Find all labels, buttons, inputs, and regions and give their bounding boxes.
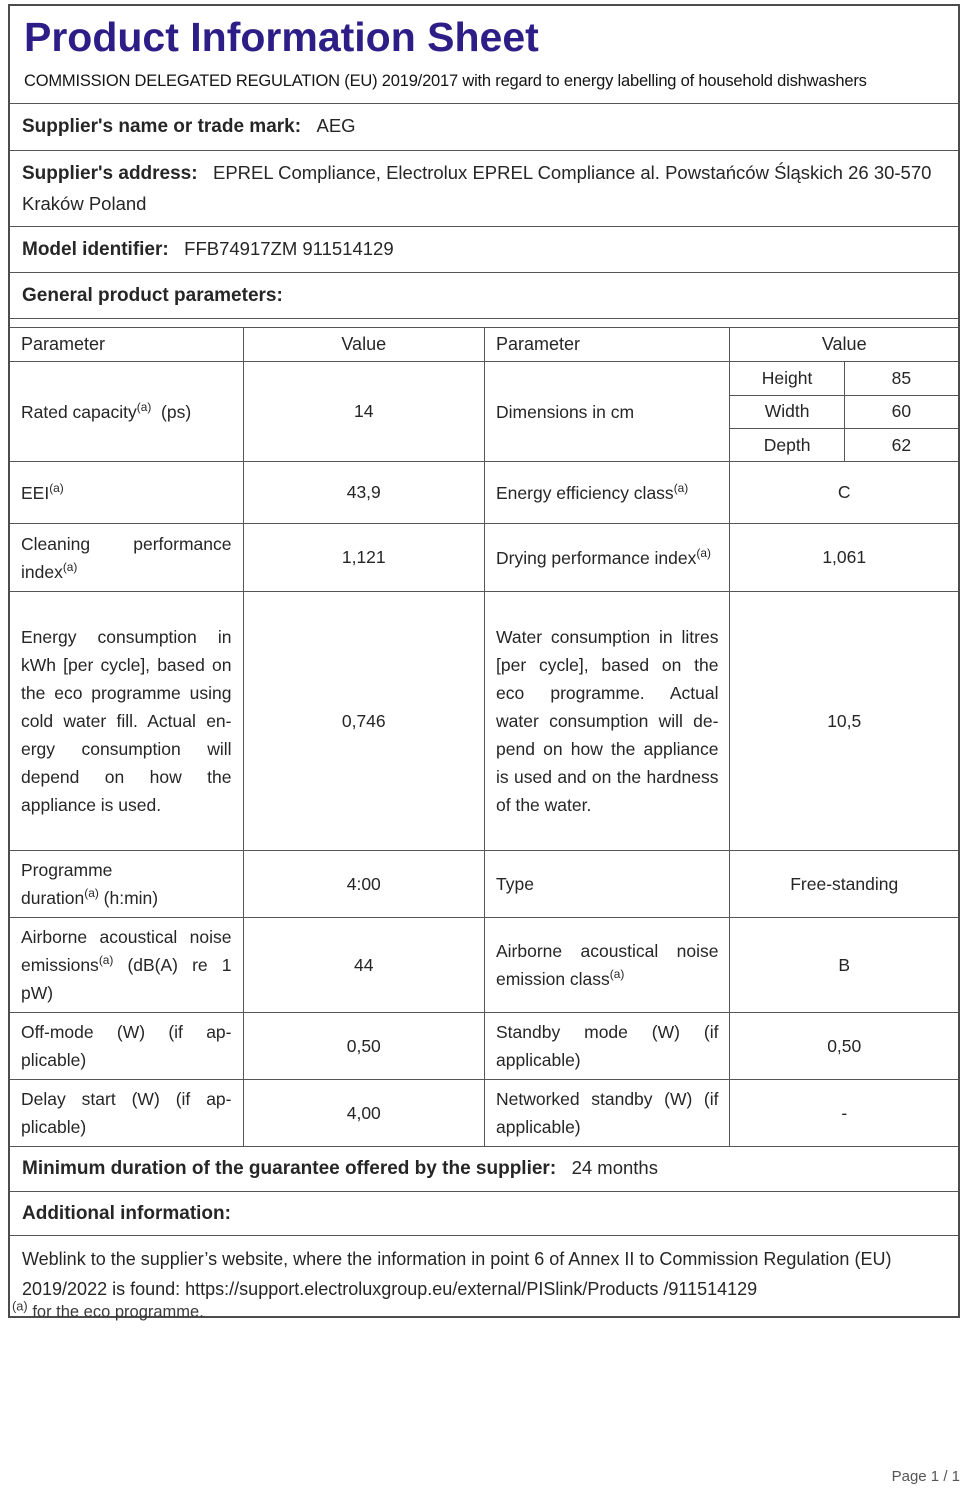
model-identifier-label: Model identifier: bbox=[22, 238, 169, 260]
header-parameter-left: Parameter bbox=[21, 334, 106, 355]
supplier-address-value: EPREL Compliance, Electrolux EPREL Compliance al. Powstańców Śląskich 26 30-570 Kraków Poland bbox=[22, 161, 932, 215]
value-cell: 43,9 bbox=[243, 462, 485, 523]
section-gap bbox=[10, 318, 958, 327]
param-cell: Airborne acoustical noise emission class$^{(a)}$ bbox=[484, 918, 729, 1012]
param-cell: Off-mode (W) (if applicable) bbox=[21, 1022, 232, 1071]
param-cell: Airborne acoustical noise emissions$^{(a)}$ (dB(A) re 1 pW) bbox=[21, 927, 232, 1004]
dimension-row-height bbox=[730, 362, 958, 394]
value-cell: 4:00 bbox=[243, 851, 485, 917]
guarantee-value: 24 months bbox=[571, 1157, 658, 1179]
header-value-right: Value bbox=[729, 328, 958, 361]
weblink-url: https://support.electroluxgroup.eu/external/PISlink/Products /911514129 bbox=[185, 1279, 758, 1300]
param-cell: Programme duration$^{(a)}$ (h:min) bbox=[21, 860, 159, 909]
param-cell: Drying performance index$^{(a)}$ bbox=[484, 524, 729, 591]
param-cell: Water consumption in litres [per cycle], based on the eco programme. Actual water consumption will depend on how the appliance is used and on the hardness of the water. bbox=[484, 592, 729, 850]
table-header-row bbox=[10, 328, 958, 361]
model-identifier-row bbox=[10, 226, 958, 272]
table-row-rated-capacity bbox=[10, 361, 958, 461]
general-parameters-heading: General product parameters: bbox=[22, 285, 283, 307]
guarantee-row bbox=[10, 1146, 958, 1190]
table-row-energy-water-consumption bbox=[10, 591, 958, 850]
table-row-eei bbox=[10, 461, 958, 523]
value-cell: Free-standing bbox=[729, 851, 958, 917]
value-cell: 10,5 bbox=[729, 592, 958, 850]
guarantee-label: Minimum duration of the guarantee offered by the supplier: bbox=[22, 1158, 557, 1180]
param-cell: Networked standby (W) (if applicable) bbox=[484, 1080, 729, 1146]
dimension-value: 85 bbox=[844, 362, 958, 394]
value-cell: 4,00 bbox=[243, 1080, 485, 1146]
param-cell: Energy consumption in kWh [per cycle], based on the eco programme using cold water fill. Actual energy consumption will depend on how the appliance is used. bbox=[21, 627, 232, 816]
dimension-row-width bbox=[730, 395, 958, 428]
general-parameters-heading-row bbox=[10, 272, 958, 318]
value-cell: B bbox=[729, 918, 958, 1012]
supplier-name-value: AEG bbox=[316, 115, 356, 137]
value-cell: 0,50 bbox=[243, 1013, 485, 1079]
param-cell: Delay start (W) (if applicable) bbox=[21, 1089, 232, 1138]
param-cell: Rated capacity$^{(a)}$ (ps) bbox=[21, 400, 192, 422]
title-block bbox=[10, 6, 958, 103]
header-value-left: Value bbox=[243, 328, 485, 361]
header-parameter-right: Parameter bbox=[484, 328, 729, 361]
page-title: Product Information Sheet bbox=[24, 14, 539, 60]
table-row-delaystart-networked bbox=[10, 1079, 958, 1146]
value-cell: 44 bbox=[243, 918, 485, 1012]
dimension-value: 60 bbox=[844, 396, 958, 428]
dimension-value: 62 bbox=[844, 429, 958, 461]
value-cell: 1,061 bbox=[729, 524, 958, 591]
page-indicator: Page 1 / 1 bbox=[891, 1468, 960, 1485]
dimension-label: Width bbox=[764, 401, 810, 422]
value-cell: 0,746 bbox=[243, 592, 485, 850]
table-row-offmode-standby bbox=[10, 1012, 958, 1079]
dimension-label: Height bbox=[761, 368, 813, 389]
footnote-text: for the eco programme. bbox=[32, 1303, 204, 1321]
param-cell: Dimensions in cm bbox=[484, 362, 729, 461]
table-row-airborne-noise bbox=[10, 917, 958, 1012]
supplier-name-label: Supplier's name or trade mark: bbox=[22, 116, 302, 138]
additional-information-heading-row bbox=[10, 1191, 958, 1235]
parameters-table bbox=[10, 327, 958, 1146]
footnote-marker: (a) bbox=[12, 1298, 28, 1314]
table-row-programme-duration-type bbox=[10, 850, 958, 917]
value-cell: - bbox=[729, 1080, 958, 1146]
additional-information-heading: Additional information: bbox=[22, 1202, 231, 1224]
value-cell: 0,50 bbox=[729, 1013, 958, 1079]
model-identifier-value: FFB74917ZM 911514129 bbox=[184, 237, 394, 259]
param-cell: Standby mode (W) (if applicable) bbox=[484, 1013, 729, 1079]
param-cell: EEI$^{(a)}$ bbox=[21, 481, 64, 503]
value-cell: 14 bbox=[243, 362, 485, 461]
dimensions-subtable bbox=[729, 362, 958, 461]
value-cell: C bbox=[729, 462, 958, 523]
page-subtitle: COMMISSION DELEGATED REGULATION (EU) 2019/2017 with regard to energy labelling of household dishwashers bbox=[24, 72, 867, 91]
dimension-label: Depth bbox=[763, 434, 811, 455]
supplier-name-row bbox=[10, 103, 958, 149]
eco-programme-footnote bbox=[12, 1298, 204, 1322]
param-cell: Cleaning performance index$^{(a)}$ bbox=[21, 533, 232, 582]
product-information-sheet bbox=[8, 4, 960, 1318]
param-cell: Type bbox=[484, 851, 729, 917]
value-cell: 1,121 bbox=[243, 524, 485, 591]
dimension-row-depth bbox=[730, 428, 958, 461]
supplier-address-row bbox=[10, 150, 958, 226]
table-row-cleaning-drying bbox=[10, 523, 958, 591]
weblink-text: Weblink to the supplier’s website, where the information in point 6 of Annex II to Commission Regulation (EU) 2019/2022 is found: bbox=[22, 1249, 892, 1300]
param-cell: Energy efficiency class$^{(a)}$ bbox=[484, 462, 729, 523]
supplier-address-label: Supplier's address: bbox=[22, 162, 198, 184]
